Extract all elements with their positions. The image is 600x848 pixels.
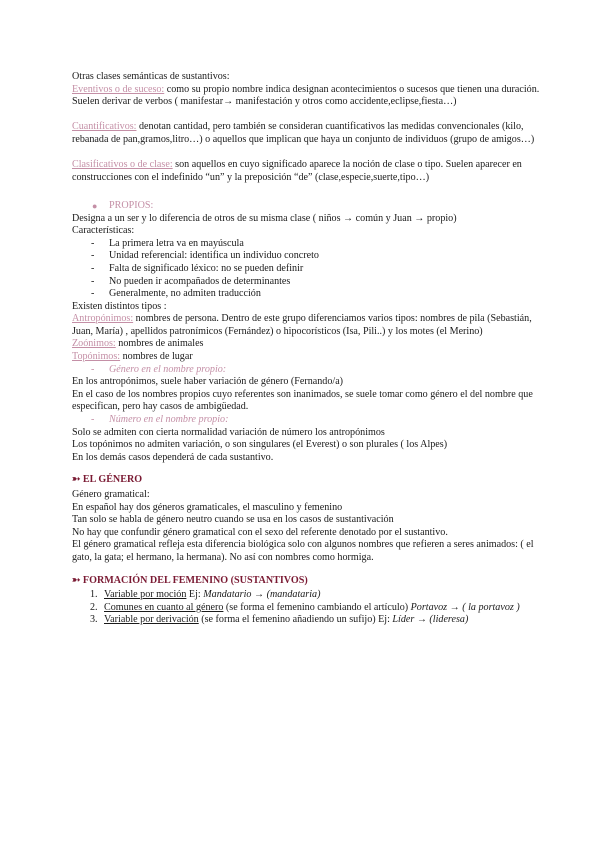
numero-subheading: - Número en el nombre propio: [91,414,229,426]
caracteristicas-label: Características: [72,225,135,237]
zoonimos-term: Zoónimos: [72,338,116,350]
intro-line: Otras clases semánticas de sustantivos: [72,71,230,82]
genero-gramatical-label: Género gramatical: [72,489,150,500]
clasificativos-text: son aquellos en cuyo significado aparece la noción de clase o tipo. Suelen aparecer en construcciones con el indefinido “un” y la preposición “de” (clase,especie,suerte,tipo…) [72,159,522,183]
list-item: 2. Comunes en cuanto al género (se forma el femenino cambiando el artículo) Portavoz → ( la portavoz ) [90,601,520,613]
genero-text-2: Tan solo se habla de género neutro cuando se usa en los casos de sustantivación [72,514,394,526]
antroponimos-paragraph: Antropónimos: nombres de persona. Dentro de este grupo diferenciamos varios tipos: nombres de pila (Sebastián, Juan, María) , apellidos patronímicos (Fernández) o hipocorísticos (Isa, Pili..) y los motes (el Merino) [72,313,532,337]
genero-heading: ➳ EL GÉNERO [72,474,143,486]
propios-heading: ● PROPIOS: [92,199,154,211]
cuantificativos-text: denotan cantidad, pero también se consideran cuantificativos las medidas convencionales (kilo, rebanada de pan,gramos,litro…) o aquellos que implican que haya un conjunto de individuos (grupo de amigos…) [72,121,535,145]
cuantificativos-paragraph [72,121,542,146]
clasificativos-paragraph [72,159,542,184]
features-list [72,238,542,301]
toponimos-term: Topónimos: [72,351,121,363]
feature-item: - Generalmente, no admiten traducción [91,288,261,300]
list-item: 1. Variable por moción Ej: Mandatario → (mandataria) [90,589,321,601]
cuantificativos-term: Cuantificativos: [72,121,137,133]
femenino-list [72,589,542,627]
numero-line-3: En los demás casos dependerá de cada sustantivo. [72,451,274,463]
numero-line-1: Solo se admiten con cierta normalidad variación de número los antropónimos [72,426,385,438]
zoonimos-line: Zoónimos: nombres de animales [72,338,204,350]
arrow-icon: ➳ [72,474,81,486]
genero-line-2: En el caso de los nombres propios cuyo referentes son inanimados, se suele tomar como género el del nombre que especifican, pero hay casos de ambigüedad. [72,388,533,413]
types-intro: Existen distintos tipos : [72,300,167,312]
feature-item: - Falta de significado léxico: no se pueden definir [91,262,304,274]
feature-item: - Unidad referencial: identifica un individuo concreto [91,250,319,262]
eventivos-paragraph [72,84,542,109]
antroponimos-term: Antropónimos: [72,313,134,325]
bullet-icon: ● [92,200,98,211]
feature-item: - No pueden ir acompañados de determinantes [91,275,291,287]
eventivos-text: como su propio nombre indica designan acontecimientos o sucesos que tienen una duración. Suelen derivar de verbos ( manifestar→ manifestación y otros como accidente,eclipse,fiesta…) [72,83,540,108]
eventivos-term: Eventivos o de suceso: [72,83,165,95]
list-item: 3. Variable por derivación (se forma el femenino añadiendo un sufijo) Ej: Líder → (lideresa) [90,614,469,626]
arrow-icon: ➳ [72,574,81,586]
genero-line-1: En los antropónimos, suele haber variación de género (Fernando/a) [72,376,344,388]
genero-text-3: No hay que confundir género gramatical con el sexo del referente denotado por el sustantivo. [72,526,448,538]
genero-text-4: El género gramatical refleja esta diferencia biológica solo con algunos nombres que refieren a seres animados: ( el gato, la gata; el hermano, la hermana). No así con nombres como hormiga. [72,539,534,563]
genero-text-1: En español hay dos géneros gramaticales, el masculino y femenino [72,501,343,513]
numero-line-2: Los topónimos no admiten variación, o son singulares (el Everest) o son plurales ( los Alpes) [72,439,448,451]
clasificativos-term: Clasificativos o de clase: [72,159,173,171]
femenino-heading: ➳ FORMACIÓN DEL FEMENINO (SUSTANTIVOS) [72,574,308,586]
toponimos-line: Topónimos: nombres de lugar [72,351,193,363]
propios-definition: Designa a un ser y lo diferencia de otros de su misma clase ( niños → común y Juan → propio) [72,212,457,224]
genero-subheading: - Género en el nombre propio: [91,363,227,375]
feature-item: - La primera letra va en mayúscula [91,237,244,249]
